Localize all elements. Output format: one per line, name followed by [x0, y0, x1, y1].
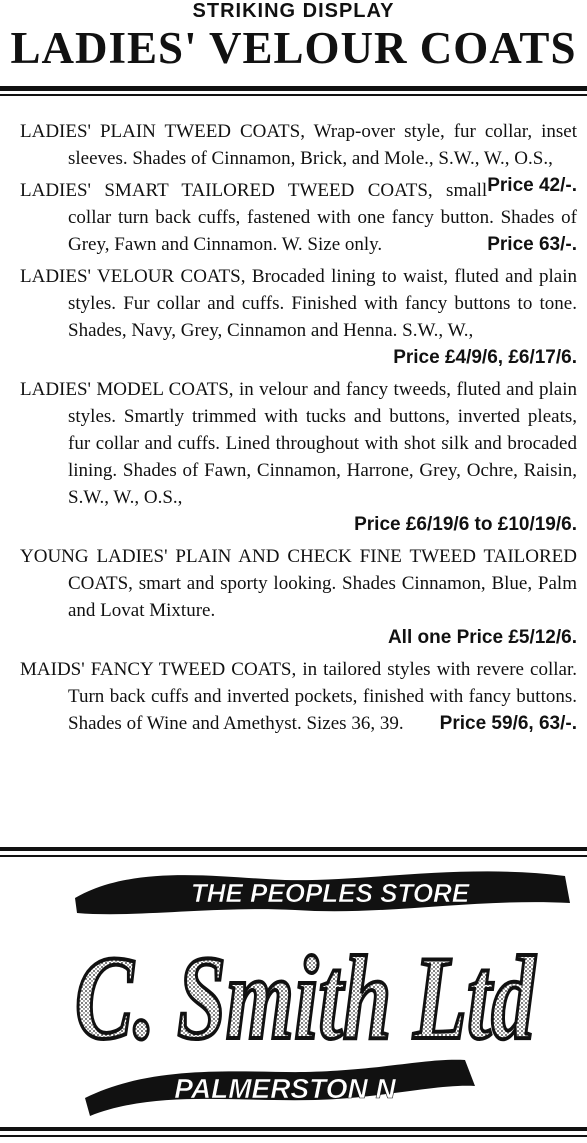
list-item: [20, 263, 577, 371]
item-price: Price 63/-.: [487, 234, 577, 255]
bottom-rule-thin: [0, 1135, 587, 1137]
item-price: Price £6/19/6 to £10/19/6.: [354, 514, 577, 535]
item-description: YOUNG LADIES' PLAIN AND CHECK FINE TWEED TAILORED COATS, smart and sporty looking. Shades Cinnamon, Blue, Palm and Lovat Mixture.: [20, 546, 577, 621]
item-description: MAIDS' FANCY TWEED COATS, in tailored styles with revere collar. Turn back cuffs and inverted pockets, finished with fancy buttons. Shades of Wine and Amethyst. Sizes 36, 39.: [20, 659, 577, 734]
top-rule-thin: [0, 94, 587, 96]
list-item: [20, 118, 577, 196]
list-item: [20, 376, 577, 538]
top-rule-thick: [0, 86, 587, 91]
logo-name: C. Smith Ltd: [75, 931, 537, 1064]
item-description: LADIES' MODEL COATS, in velour and fancy tweeds, fluted and plain styles. Smartly trimmed with tucks and buttons, inverted pleats, fur collar and cuffs. Lined throughout with shot silk and brocaded lining. Shades of Fawn, Cinnamon, Harrone, Grey, Ochre, Raisin, S.W., W., O.S.,: [20, 379, 577, 508]
place-text: PALMERSTON N: [174, 1073, 396, 1104]
list-item: [20, 543, 577, 651]
bottom-rule-thick: [0, 1127, 587, 1131]
item-list: [20, 118, 577, 742]
tagline-text: THE PEOPLES STORE: [190, 878, 470, 908]
item-description: LADIES' PLAIN TWEED COATS, Wrap-over style, fur collar, inset sleeves. Shades of Cinnamon, Brick, and Mole., S.W., W., O.S.,: [20, 121, 577, 169]
list-item: [20, 656, 577, 737]
logo-rule-thin: [0, 855, 587, 857]
item-price: Price £4/9/6, £6/17/6.: [393, 347, 577, 368]
item-price: Price 59/6, 63/-.: [439, 713, 577, 734]
item-description: LADIES' SMART TAILORED TWEED COATS, small collar turn back cuffs, fastened with one fancy button. Shades of Grey, Fawn and Cinnamon. W. Size only.: [20, 180, 577, 255]
item-price: All one Price £5/12/6.: [387, 627, 577, 648]
kicker-text: STRIKING DISPLAY: [192, 0, 395, 22]
item-description: LADIES' VELOUR COATS, Brocaded lining to waist, fluted and plain styles. Fur collar and cuffs. Finished with fancy buttons to tone. Shades, Navy, Grey, Cinnamon and Henna. S.W., W.,: [20, 266, 577, 341]
logo-rule-thick: [0, 847, 587, 851]
store-logo: [65, 858, 585, 1118]
headline: LADIES' VELOUR COATS: [10, 23, 577, 73]
item-price: Price 42/-.: [487, 175, 577, 196]
